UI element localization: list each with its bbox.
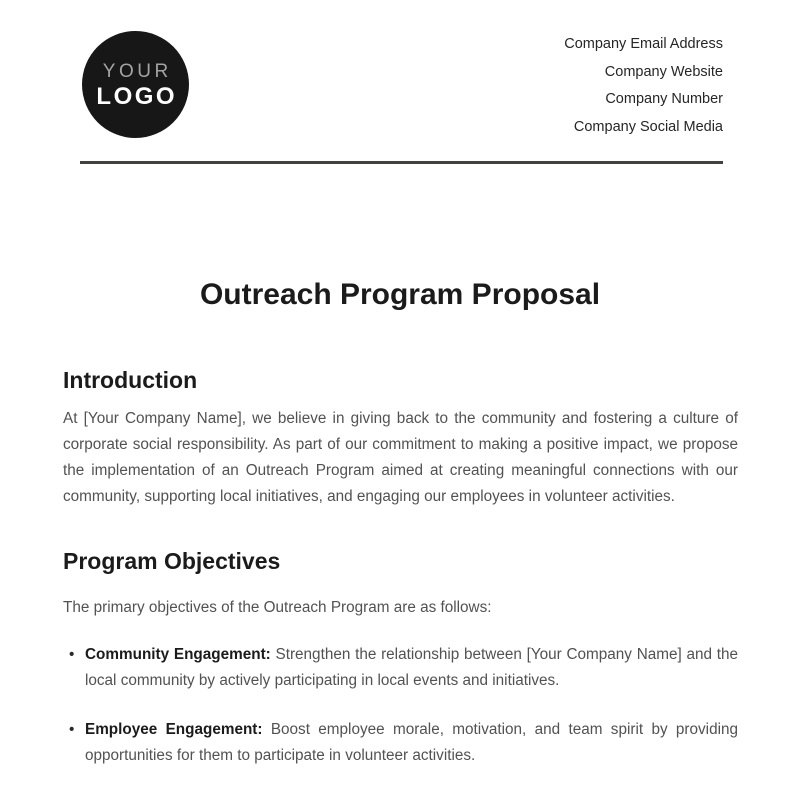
logo-text-your: YOUR bbox=[102, 60, 172, 82]
bullet-text: Boost employee morale, motivation, and team spirit by providing opportunities for them to participate in volunteer activities. bbox=[85, 721, 739, 764]
contact-line-website: Company Website bbox=[604, 63, 723, 80]
objectives-list bbox=[63, 642, 738, 769]
document-title: Outreach Program Proposal bbox=[199, 278, 601, 311]
bullet-text: Strengthen the relationship between [Your Company Name] and the local community by actively participating in local events and initiatives. bbox=[85, 646, 738, 689]
contact-line-number: Company Number bbox=[605, 91, 723, 107]
list-item-community-engagement bbox=[63, 642, 738, 694]
bullet-label: Employee Engagement: bbox=[85, 721, 263, 738]
document-body bbox=[63, 366, 738, 792]
section-heading-program-objectives: Program Objectives bbox=[63, 548, 281, 574]
company-logo bbox=[82, 31, 189, 138]
list-item-employee-engagement bbox=[63, 717, 738, 769]
section-heading-introduction: Introduction bbox=[63, 367, 198, 393]
program-objectives-intro: The primary objectives of the Outreach Program are as follows: bbox=[63, 599, 492, 616]
contact-line-email: Company Email Address bbox=[564, 36, 723, 52]
header-divider bbox=[80, 161, 723, 164]
logo-text-logo: LOGO bbox=[96, 82, 178, 110]
bullet-label: Community Engagement: bbox=[85, 646, 271, 663]
company-contact-block bbox=[564, 31, 723, 141]
introduction-paragraph: At [Your Company Name], we believe in giving back to the community and fostering a culture of corporate social responsibility. As part of our commitment to making a positive impact, we propose the implementation of an Outreach Program aimed at creating meaningful connections with our community, supporting local initiatives, and engaging our employees in volunteer activities. bbox=[63, 410, 738, 505]
contact-line-social: Company Social Media bbox=[573, 118, 723, 135]
